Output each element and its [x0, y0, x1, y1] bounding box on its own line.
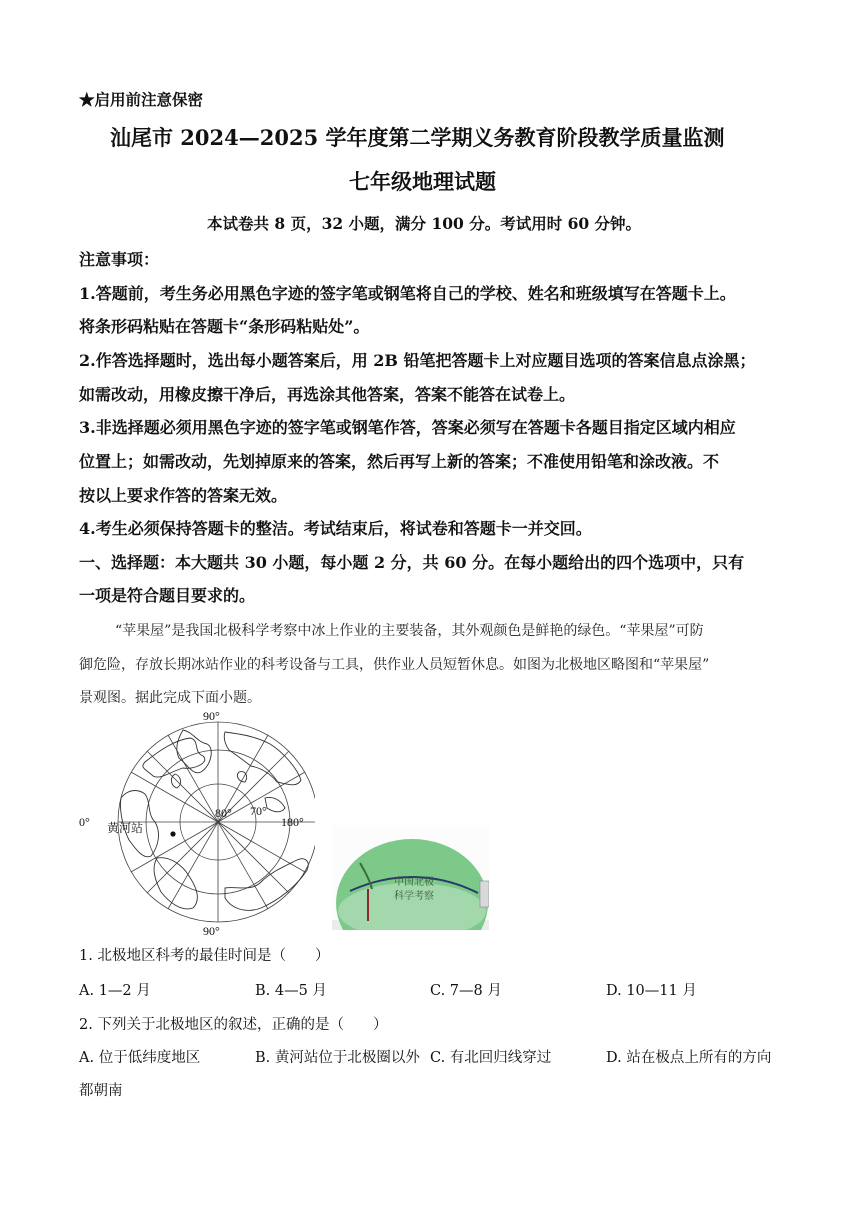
notes-line: 3.非选择题必须用黑色字迹的签字笔或钢笔作答，答案必须写在答题卡各题目指定区域内相应 [79, 418, 736, 437]
notes-line: 将条形码粘贴在答题卡“条形码粘贴处”。 [79, 317, 370, 336]
passage-line: 御危险，存放长期冰站作业的科考设备与工具，供作业人员短暂休息。如图为北极地区略图和“苹果屋” [79, 657, 710, 673]
notes-line: 如需改动，用橡皮擦干净后，再选涂其他答案，答案不能答在试卷上。 [79, 385, 576, 404]
confidential-label: ★启用前注意保密 [79, 90, 204, 109]
question-2-option-b[interactable]: B. 黄河站位于北极圈以外 [255, 1050, 420, 1066]
label-80: 80° [215, 806, 232, 820]
photo-text-1: 中国北极 [394, 877, 434, 888]
question-1-option-c[interactable]: C. 7—8 月 [430, 983, 502, 999]
station-marker [170, 831, 175, 836]
question-2-stem: 2. 下列关于北极地区的叙述，正确的是（ ） [79, 1017, 388, 1033]
question-1-stem: 1. 北极地区科考的最佳时间是（ ） [79, 948, 330, 964]
station-label: 黄河站 [107, 821, 144, 835]
question-2-option-c[interactable]: C. 有北回归线穿过 [430, 1050, 552, 1066]
section-heading: 一、选择题：本大题共 30 小题，每小题 2 分，共 60 分。在每小题给出的四个选项中，只有 [79, 553, 745, 572]
question-1-option-b[interactable]: B. 4—5 月 [255, 983, 327, 999]
passage-line: 景观图。据此完成下面小题。 [79, 690, 261, 706]
label-90-top: 90° [203, 710, 220, 723]
label-90-bottom: 90° [203, 924, 220, 935]
photo-scene [332, 825, 489, 930]
notes-line: 2.作答选择题时，选出每小题答案后，用 2B 铅笔把答题卡上对应题目选项的答案信息点涂黑； [79, 351, 756, 370]
apple-house-photo [332, 825, 489, 930]
notes-line: 1.答题前，考生务必用黑色字迹的签字笔或钢笔将自己的学校、姓名和班级填写在答题卡上。 [79, 284, 736, 303]
exam-subtitle: 七年级地理试题 [349, 169, 496, 194]
passage-line: “苹果屋”是我国北极科学考察中冰上作业的主要装备，其外观颜色是鲜艳的绿色。“苹果屋”可防 [115, 623, 704, 639]
photo-text-2: 科学考察 [394, 891, 434, 902]
notes-line: 4.考生必须保持答题卡的整洁。考试结束后，将试卷和答题卡一并交回。 [79, 519, 592, 538]
question-1-option-d[interactable]: D. 10—11 月 [606, 983, 697, 999]
label-70: 70° [250, 804, 267, 818]
question-2-option-a[interactable]: A. 位于低纬度地区 [79, 1050, 201, 1066]
notes-heading: 注意事项： [79, 250, 160, 269]
exam-info: 本试卷共 8 页，32 小题，满分 100 分。考试用时 60 分钟。 [207, 214, 642, 233]
notes-line: 按以上要求作答的答案无效。 [79, 486, 288, 505]
label-0: 0° [79, 815, 90, 829]
exam-title: 汕尾市 2024—2025 学年度第二学期义务教育阶段教学质量监测 [110, 125, 725, 150]
section-heading-cont: 一项是符合题目要求的。 [79, 586, 256, 605]
question-2-option-d-cont: 都朝南 [79, 1083, 123, 1099]
arctic-map [75, 710, 315, 935]
question-1-option-a[interactable]: A. 1—2 月 [79, 983, 151, 999]
question-2-option-d[interactable]: D. 站在极点上所有的方向 [606, 1050, 772, 1066]
notes-line: 位置上；如需改动，先划掉原来的答案，然后再写上新的答案；不准使用铅笔和涂改液。不 [79, 452, 720, 471]
label-180: 180° [281, 815, 304, 829]
